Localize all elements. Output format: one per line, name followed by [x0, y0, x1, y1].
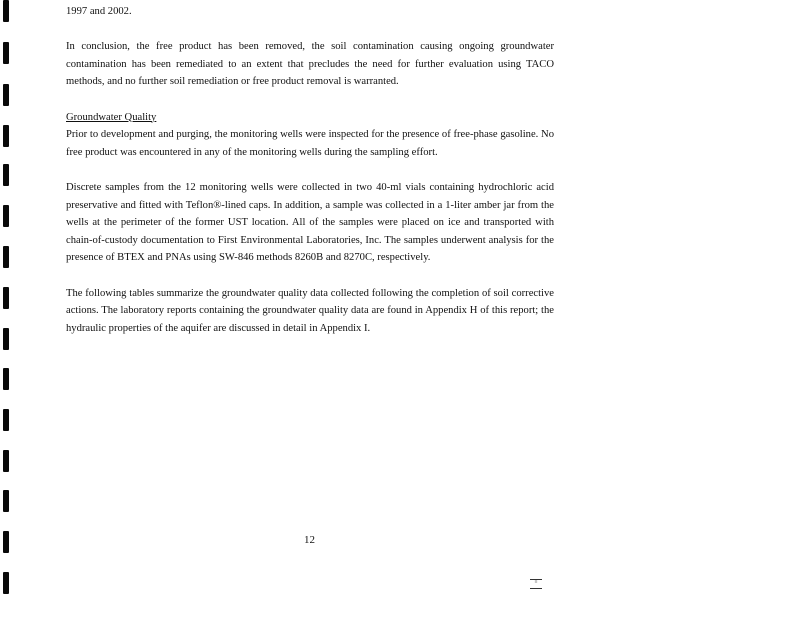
tables-summary-paragraph: The following tables summarize the groundwater quality data collected following the completion of soil corrective actions. The laboratory reports containing the groundwater quality data are found in Appendix H of this report; the hydraulic properties of the aquifer are discussed in detail in Appendix I.: [66, 287, 554, 334]
binder-mark: [3, 164, 9, 186]
binder-mark: [3, 450, 9, 472]
section-heading: Groundwater Quality: [66, 111, 157, 123]
binder-mark: [3, 328, 9, 350]
document-page: [66, 0, 554, 337]
binder-hole-marks: [0, 0, 14, 618]
page-number: 12: [304, 534, 315, 546]
binder-mark: [3, 84, 9, 106]
conclusion-paragraph: In conclusion, the free product has been removed, the soil contamination causing ongoing groundwater contamination has been remediated to an extent that precludes the need for further evaluation using TACO methods, and no further soil remediation or free product removal is warranted.: [66, 41, 554, 88]
inspection-paragraph: Prior to development and purging, the monitoring wells were inspected for the presence of free-phase gasoline. No free product was encountered in any of the monitoring wells during the sampling effort.: [66, 129, 554, 158]
binder-mark: [3, 572, 9, 594]
binder-mark: [3, 42, 9, 64]
binder-mark: [3, 490, 9, 512]
binder-mark: [3, 368, 9, 390]
sampling-paragraph: Discrete samples from the 12 monitoring wells were collected in two 40-ml vials containing hydrochloric acid preservative and fitted with Teflon®-lined caps. In addition, a sample was collected in a 1-liter amber jar from the wells at the perimeter of the former UST location. All of the samples were placed on ice and transported with chain-of-custody documentation to First Environmental Laboratories, Inc. The samples underwent analysis for the presence of BTEX and PNAs using SW-846 methods 8260B and 8270C, respectively.: [66, 181, 554, 264]
binder-mark: [3, 246, 9, 268]
binder-mark: [3, 205, 9, 227]
page-stamp-icon: ≡: [530, 579, 542, 589]
binder-mark: [3, 409, 9, 431]
binder-mark: [3, 0, 9, 22]
binder-mark: [3, 125, 9, 147]
continued-text: 1997 and 2002.: [66, 6, 132, 17]
binder-mark: [3, 531, 9, 553]
binder-mark: [3, 287, 9, 309]
